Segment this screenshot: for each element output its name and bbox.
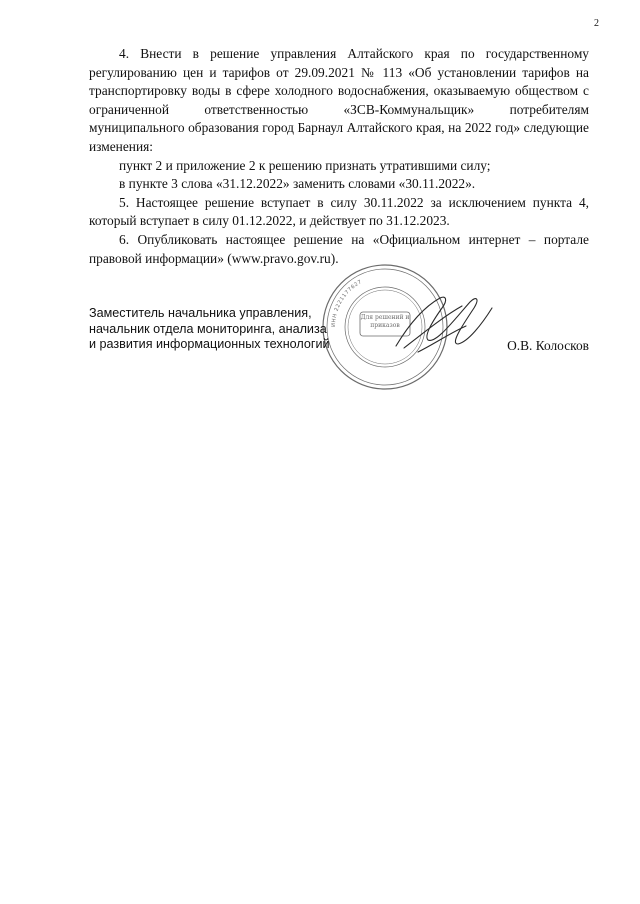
document-body [89,45,589,268]
paragraph-item-4: 4. Внести в решение управления Алтайского края по государственному регулированию цен и тарифов от 29.09.2021 № 113 «Об установлении тарифов на транспортировку воды в сфере холодного водоснабжения, оказываемую обществом с ограниченной ответственностью «ЗСВ-Коммунальщик» потребителям муниципального образования город Барнаул Алтайского края, на 2022 год» следующие изменения: [89,46,589,154]
signatory-title-line: и развития информационных технологий [89,337,330,352]
paragraph-item-5: 5. Настоящее решение вступает в силу 30.11.2022 за исключением пункта 4, который вступает в силу 01.12.2022, и действует по 31.12.2023. [89,194,589,229]
signature-block [89,306,589,386]
page-number: 2 [594,18,599,29]
paragraph-subitem-1: пункт 2 и приложение 2 к решению признать утратившими силу; [119,157,491,173]
paragraph-item-6: 6. Опубликовать настоящее решение на «Официальном интернет – портале правовой информации» (www.pravo.gov.ru). [89,231,589,266]
stamp-inn-text: ИНН 2221177627 [330,278,364,328]
signatory-title-line: Заместитель начальника управления, [89,306,312,320]
signatory-title [89,306,330,353]
stamp-center-text: Для решений и приказов [360,314,410,329]
paragraph-subitem-2: в пункте 3 слова «31.12.2022» заменить словами «30.11.2022». [119,176,476,192]
signatory-title-line: начальник отдела мониторинга, анализа [89,321,327,336]
signatory-name: О.В. Колосков [507,338,589,353]
